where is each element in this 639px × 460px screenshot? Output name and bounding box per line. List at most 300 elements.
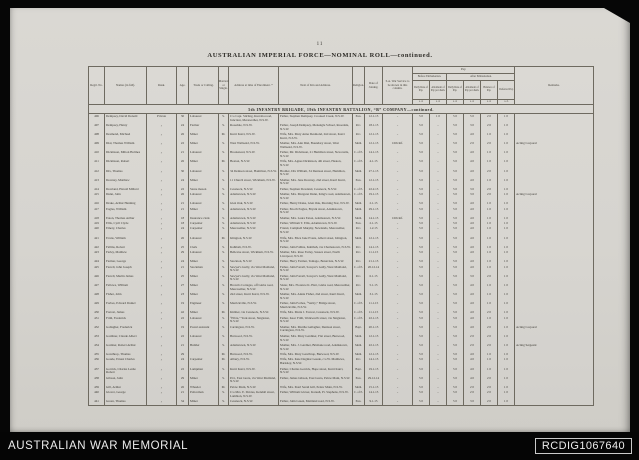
table-cell: 4 0 [464, 316, 481, 325]
table-cell: Fallins, Robert [105, 245, 147, 250]
table-cell: 5 0 [413, 301, 430, 310]
table-cell: .. [383, 259, 413, 264]
table-cell: .. [430, 283, 447, 292]
table-cell: „ [147, 358, 177, 367]
table-cell: 21 [177, 343, 189, 352]
table-cell: .. [383, 201, 413, 206]
table-cell: 2 0 [481, 114, 498, 123]
table-cell: .. [430, 178, 447, 187]
table-cell: 21 [177, 201, 189, 206]
table-cell: S. [219, 325, 229, 334]
table-cell: 24 [177, 259, 189, 264]
table-cell: 4 0 [464, 283, 481, 292]
table-cell: 5 0 [413, 259, 430, 264]
table-cell: Wife, Mrs. Eliza Jane Evans, Albert street, Islington, N.S.W. [279, 236, 353, 245]
table-row [89, 160, 593, 169]
table-cell: 5 0 [413, 376, 430, 385]
header-trade: Trade or Calling. [189, 67, 219, 104]
sd-label: s. d. [504, 99, 509, 103]
table-cell: 10th Inf. [383, 216, 413, 221]
table-cell: Pelaw Main, N.S.W. [229, 385, 279, 390]
table-cell: 26 [177, 132, 189, 141]
table-cell [515, 123, 593, 132]
table-cell: S. [219, 207, 229, 216]
table-cell: Gawthrop, Thomas [105, 352, 147, 357]
table-cell: 4 0 [464, 265, 481, 274]
table-row [89, 236, 593, 245]
header-rank: Rank. [147, 67, 177, 104]
header-pay-col-5: Balance of Pay. [481, 81, 498, 99]
table-cell: 4 0 [464, 178, 481, 187]
table-cell: Miner [189, 178, 219, 187]
table-cell: 2 0 [464, 390, 481, 399]
table-cell: „ [147, 178, 177, 187]
table-cell: 438 [89, 376, 105, 385]
table-cell: 5 0 [413, 325, 430, 334]
table-cell: „ [147, 352, 177, 357]
header-pay-col-2: Allotment of Pay per diem. [430, 81, 447, 99]
table-cell: Mother, Mrs. Martha Gallagher, Denison street, Carrington, N.S.W. [279, 325, 353, 334]
table-cell: Wife, Mrs. Mary Anne Desmond, 2nd street, Kurri Kurri, N.S.W. [279, 132, 353, 141]
table-cell: 416 [89, 201, 105, 206]
table-cell: Marrickville, N.S.W. [229, 301, 279, 310]
table-cell: Farmer, George [105, 259, 147, 264]
table-cell: 5 0 [447, 114, 464, 123]
table-cell: 415 [89, 192, 105, 201]
table-cell: R.C. [353, 274, 365, 283]
table-cell: 1 0 [498, 169, 515, 178]
table-cell: 1 0 [498, 216, 515, 221]
table-cell: 5 0 [447, 187, 464, 192]
table-cell: 1 0 [481, 221, 498, 226]
viewer-footer-bar [0, 432, 639, 460]
table-cell: 1 0 [481, 259, 498, 264]
nominal-roll-table [88, 66, 594, 406]
table-cell: Wife, Mrs. Maria J. Forrest, Cessnock, N.S.W. [279, 310, 353, 315]
table-cell: 2 0 [481, 334, 498, 343]
table-cell: 4 0 [464, 310, 481, 315]
table-cell: „ [147, 259, 177, 264]
table-cell: 2 0 [481, 187, 498, 192]
table-cell: 1 0 [498, 301, 515, 310]
table-cell: Father, Charles Gorrick, Hope street, Kurri Kurri, N.S.W. [279, 367, 353, 376]
table-cell: S. [219, 245, 229, 250]
table-cell: Islington, N.S.W. [229, 236, 279, 245]
table-cell: 14.1.15 [365, 390, 383, 399]
table-cell: .. [430, 169, 447, 178]
table-cell: 423 [89, 250, 105, 259]
table-cell: Forrest, James [105, 310, 147, 315]
table-cell: 5 0 [447, 343, 464, 352]
table-cell: Emery, Charles [105, 227, 147, 236]
table-cell: „ [147, 316, 177, 325]
table-cell [515, 334, 593, 343]
table-cell: 5 0 [413, 221, 430, 226]
table-cell: .. [383, 151, 413, 160]
table-cell: Stockman [189, 265, 219, 274]
table-cell: 413 [89, 178, 105, 187]
table-cell: 4 0 [464, 207, 481, 216]
table-cell: Goude, Ernest Charles [105, 358, 147, 367]
table-cell: S. [219, 187, 229, 192]
table-cell: 19.1.15 [365, 367, 383, 376]
table-cell: 1 0 [498, 334, 515, 343]
table-cell: 3 0 [464, 399, 481, 404]
table-cell: .. [383, 132, 413, 141]
table-cell: Labourer [189, 169, 219, 178]
table-cell: .. [430, 227, 447, 236]
header-remarks: Remarks. [548, 82, 560, 87]
table-cell: Acting Corporal [516, 192, 537, 197]
table-cell: 1 0 [481, 132, 498, 141]
table-cell: S. [219, 221, 229, 226]
header-pay-before-embarkation: Before Embarkation. [413, 74, 447, 80]
header-address: Address at time of Enrolment. * [229, 67, 279, 104]
table-cell: R.C. [353, 227, 365, 236]
table-cell: 27 [177, 283, 189, 292]
table-cell: .. [430, 216, 447, 221]
table-cell: Meth. [353, 343, 365, 352]
table-cell: 29 [177, 352, 189, 357]
table-cell: 2.1.15 [365, 201, 383, 206]
table-cell: 5 0 [447, 390, 464, 399]
table-cell: 12.1.15 [365, 236, 383, 245]
table-cell: 2 0 [481, 169, 498, 178]
table-cell: 2 0 [481, 274, 498, 283]
table-cell: 426 [89, 274, 105, 283]
table-cell: 5 0 [413, 236, 430, 245]
table-cell: Meth. [353, 334, 365, 343]
table-cell: 1 0 [498, 114, 515, 123]
table-cell: 5 0 [447, 310, 464, 315]
table-cell: 5 0 [413, 265, 430, 274]
table-cell [515, 250, 593, 259]
table-cell: Bellevue street, Wickham, N.S.W. [229, 250, 279, 259]
table-cell: S. [219, 343, 229, 352]
table-cell [515, 283, 593, 292]
table-cell: 1 0 [498, 283, 515, 292]
table-cell: Carpenter [189, 358, 219, 367]
table-cell: Mother, Mrs. Mary Gardiner, Flat street, Burwood, N.S.W. [279, 334, 353, 343]
table-cell: „ [147, 207, 177, 216]
table-cell: Pres. [353, 114, 365, 123]
table-cell: 34 Denison street, Hamilton, N.S.W. [229, 169, 279, 178]
table-cell [515, 292, 593, 301]
table-cell: 5 0 [447, 236, 464, 245]
table-cell: 2 0 [464, 334, 481, 343]
table-cell: 439 [89, 385, 105, 390]
table-cell: “Elbra,” York street, Singleton, N.S.W. [229, 316, 279, 325]
table-cell: 14.1.15 [365, 216, 383, 221]
table-cell: 5 0 [413, 207, 430, 216]
table-cell: 5 0 [413, 385, 430, 390]
table-cell: Miner [189, 132, 219, 141]
table-cell: 12.1.15 [365, 132, 383, 141]
table-cell: 1 0 [498, 352, 515, 357]
table-cell: S. [219, 301, 229, 310]
table-cell: 2 0 [481, 399, 498, 404]
table-cell: 4 0 [464, 245, 481, 250]
table-cell: 22 [177, 316, 189, 325]
table-cell: Private [147, 114, 177, 123]
table-cell: C. of E. [354, 186, 363, 191]
table-cell: R.C. [353, 245, 365, 250]
table-cell: 434 [89, 343, 105, 352]
table-cell: Labourer [189, 151, 219, 160]
table-row [89, 207, 593, 216]
table-cell: 2 0 [481, 343, 498, 352]
roll-rows [89, 114, 593, 405]
table-cell: Miner [189, 274, 219, 283]
table-cell: „ [147, 201, 177, 206]
table-cell: 1 0 [481, 358, 498, 367]
table-cell: .. [430, 123, 447, 132]
table-cell: Adamstown, N.S.W. [229, 207, 279, 216]
table-cell: 2 0 [481, 141, 498, 150]
table-cell: .. [430, 310, 447, 315]
table-cell: 30 [177, 169, 189, 178]
table-cell: .. [383, 399, 413, 404]
table-cell: 1 0 [498, 123, 515, 132]
table-cell: 14.1.15 [365, 245, 383, 250]
table-cell: 432 [89, 325, 105, 334]
table-cell: .. [383, 367, 413, 376]
table-cell: Mother, Mrs. Margaret Dunn, King's road, Adamstown, N.S.W. [279, 192, 353, 201]
table-cell: 4 0 [464, 216, 481, 221]
table-cell: Policeman [189, 390, 219, 399]
table-cell: Father, John Forbes, “Verity,” Bridge street, Marrickville, N.S.W. [279, 301, 353, 310]
table-cell: „ [147, 399, 177, 404]
table-cell: Acting Sergeant [516, 342, 537, 347]
table-cell: Miner [189, 207, 219, 216]
sd-label: s. d. [481, 100, 498, 104]
table-cell: Father, Stephen Dowland, Cessnock, N.S.W. [279, 187, 353, 192]
header-date-of-joining: Date of Joining. [365, 67, 383, 104]
table-cell: „ [147, 187, 177, 192]
header-names: Names (in full). [105, 67, 147, 104]
table-cell: 1 0 [498, 399, 515, 404]
table-cell: .. [430, 259, 447, 264]
table-cell: 1 0 [498, 274, 515, 283]
table-cell: 5 0 [447, 151, 464, 160]
table-cell: 5 0 [447, 245, 464, 250]
table-cell: 22 [177, 334, 189, 343]
table-cell: Stone mason [189, 187, 219, 192]
header-pay-after-embarkation: After Embarkation. [470, 75, 492, 79]
table-cell: 12.1.15 [365, 352, 383, 357]
table-cell: Rosedale, N.S.W. [229, 123, 279, 132]
table-cell [515, 301, 593, 310]
table-cell: West Wallsend, N.S.W. [229, 141, 279, 150]
table-cell: 27.1.15 [365, 169, 383, 178]
table-cell: 424 [89, 259, 105, 264]
table-cell: Father, Mr. Dickinson, 21 Hamilton street, Newcastle, N.S.W. [279, 151, 353, 160]
sd-label: s. d. [447, 100, 464, 104]
table-cell: „ [147, 292, 177, 301]
table-cell: 5 0 [447, 399, 464, 404]
table-cell: 433 [89, 334, 105, 343]
table-cell: Brother, Dix William, 34 Denison street, Hamilton, N.S.W. [279, 169, 353, 178]
table-cell: „ [147, 123, 177, 132]
table-cell: .. [383, 358, 413, 367]
table-cell: 1 0 [481, 265, 498, 274]
table-cell: S. [219, 123, 229, 132]
table-cell: 21 [177, 207, 189, 216]
table-cell: Gill, Arthur [105, 385, 147, 390]
table-cell: 5 0 [413, 283, 430, 292]
table-cell: 5 0 [447, 301, 464, 310]
table-row [89, 227, 593, 236]
table-cell: 1 0 [498, 358, 515, 367]
table-cell: „ [147, 227, 177, 236]
table-cell: Gorrick, Charles Leslie Robert [105, 367, 147, 376]
table-cell: „ [147, 274, 177, 283]
table-cell: 1 0 [481, 216, 498, 221]
table-cell: 1 0 [430, 114, 447, 123]
table-cell: Dial, Thomas William [105, 141, 147, 150]
table-cell: .. [430, 385, 447, 390]
table-cell: .. [430, 376, 447, 385]
table-cell: 1 0 [481, 292, 498, 301]
table-cell: 4 0 [464, 236, 481, 245]
table-cell: 5 0 [413, 141, 430, 150]
table-cell: 5 0 [447, 201, 464, 206]
table-cell: „ [147, 376, 177, 385]
table-cell: S. [219, 201, 229, 206]
table-cell: 429 [89, 301, 105, 310]
table-cell: Desmond, Michael [105, 132, 147, 141]
table-cell: Carpenter [189, 221, 219, 226]
table-cell: Cessnock, N.S.W. [229, 399, 279, 404]
table-cell: „ [147, 250, 177, 259]
table-cell: S. [219, 390, 229, 399]
table-cell: „ [147, 245, 177, 250]
table-cell: 22 [177, 187, 189, 192]
table-cell: Fisher, John [105, 292, 147, 301]
table-cell: 440 [89, 390, 105, 399]
header-married-single: Married or Single. [219, 67, 229, 104]
table-cell: 21.1.15 [365, 259, 383, 264]
table-cell: 5 0 [447, 192, 464, 201]
table-cell: 25 [177, 245, 189, 250]
table-cell: 417 [89, 207, 105, 216]
table-cell: .. [383, 160, 413, 169]
table-cell: 12.1.15 [365, 334, 383, 343]
table-cell: .. [383, 274, 413, 283]
table-cell: 22 [177, 141, 189, 150]
table-cell: Father, John Farrell, Sawyer's Gully, West Maitland, N.S.W. [279, 274, 353, 283]
table-cell: Father, Isaac Frith, Wentworth street, via Singleton, N.S.W. [279, 316, 353, 325]
table-cell: 5 0 [447, 358, 464, 367]
table-cell: 4 0 [464, 367, 481, 376]
header-age: Age. [177, 67, 189, 104]
table-cell: Brookstead, N.S.W. [229, 151, 279, 160]
table-cell: Meth. [353, 216, 365, 221]
table-cell [515, 236, 593, 245]
table-cell: Brown's Cottages, off Glebe road, Merewether, N.S.W. [229, 283, 279, 292]
table-cell: 1 0 [498, 316, 515, 325]
table-cell: Stockton, N.S.W. [229, 259, 279, 264]
table-cell: 15.1.15 [365, 385, 383, 390]
table-cell: S. [219, 114, 229, 123]
table-cell: 6.1.15 [365, 274, 383, 283]
table-cell: Labourer [189, 236, 219, 245]
table-cell: S. [219, 274, 229, 283]
table-cell: Burwood, N.S.W. [229, 352, 279, 357]
table-cell: .. [383, 192, 413, 201]
table-cell: Father, James Gibson, East Greta, Pelaw Main, N.S.W. [279, 376, 353, 385]
table-cell: Drake, Arthur Henning [105, 201, 147, 206]
table-row [89, 265, 593, 274]
table-cell: Father, William T. Ellis, Adamstown, N.S.W. [279, 221, 353, 226]
table-cell: .. [430, 160, 447, 169]
table-cell: 5 0 [413, 169, 430, 178]
table-cell: .. [383, 334, 413, 343]
table-cell [515, 114, 593, 123]
table-cell: 4 0 [464, 227, 481, 236]
table-cell: R.C. [353, 358, 365, 367]
table-cell: 9.1.15 [365, 399, 383, 404]
table-cell: 12.1.15 [365, 141, 383, 150]
table-cell: 5 0 [413, 160, 430, 169]
table-cell: 5 0 [413, 187, 430, 192]
table-cell: Farrell, John Joseph [105, 265, 147, 274]
table-cell: 5 0 [413, 358, 430, 367]
table-cell: 5 0 [413, 123, 430, 132]
table-cell: Gardiner, Claude Albert [105, 334, 147, 343]
table-cell: 1 0 [498, 385, 515, 390]
table-cell: Eagles, William [105, 207, 147, 216]
table-cell: „ [147, 141, 177, 150]
table-cell: 1 0 [498, 227, 515, 236]
table-cell: 1 0 [498, 292, 515, 301]
table-cell [515, 376, 593, 385]
table-cell: Adamstown, N.S.W. [229, 221, 279, 226]
table-cell: 2nd street, Kurri Kurri, N.S.W. [229, 292, 279, 301]
table-cell: .. [430, 201, 447, 206]
table-cell: Sawyer's Gully, via West Maitland, N.S.W. [229, 265, 279, 274]
table-cell: 1 0 [498, 132, 515, 141]
table-row [89, 169, 593, 178]
table-row [89, 376, 593, 385]
table-cell: S. [219, 216, 229, 221]
table-cell: 3 0 [464, 192, 481, 201]
table-cell: C/o Mrs. E. Davies, Kendall street, Lambton, N.S.W. [229, 390, 279, 399]
table-cell: 5 0 [413, 178, 430, 187]
table-cell: 1 0 [481, 178, 498, 187]
table-cell: 406 [89, 114, 105, 123]
table-cell: 5 0 [447, 169, 464, 178]
table-cell: Wife, Mrs. Agnes Dickinson, 4th street, Heaton, N.S.W. [279, 160, 353, 169]
table-cell: C. of E. [353, 160, 365, 169]
table-cell: „ [147, 325, 177, 334]
table-cell: .. [430, 343, 447, 352]
table-cell: C. of E. [354, 310, 363, 315]
table-cell: „ [147, 343, 177, 352]
table-cell: 1 0 [481, 207, 498, 216]
table-row [89, 178, 593, 187]
table-cell: 1 0 [498, 141, 515, 150]
table-cell: 20.1.15 [365, 325, 383, 334]
table-cell: 21 [177, 265, 189, 274]
table-cell: 34 [177, 399, 189, 404]
sd-label: s. d. [464, 100, 481, 104]
table-cell: 5 0 [413, 367, 430, 376]
table-cell: Kahibah, N.S.W. [229, 245, 279, 250]
table-cell: Father, Stephen Dempsey, Crooked Creek, N.S.W. [279, 114, 353, 123]
table-cell: „ [147, 132, 177, 141]
table-cell: 5.1.15 [365, 283, 383, 292]
